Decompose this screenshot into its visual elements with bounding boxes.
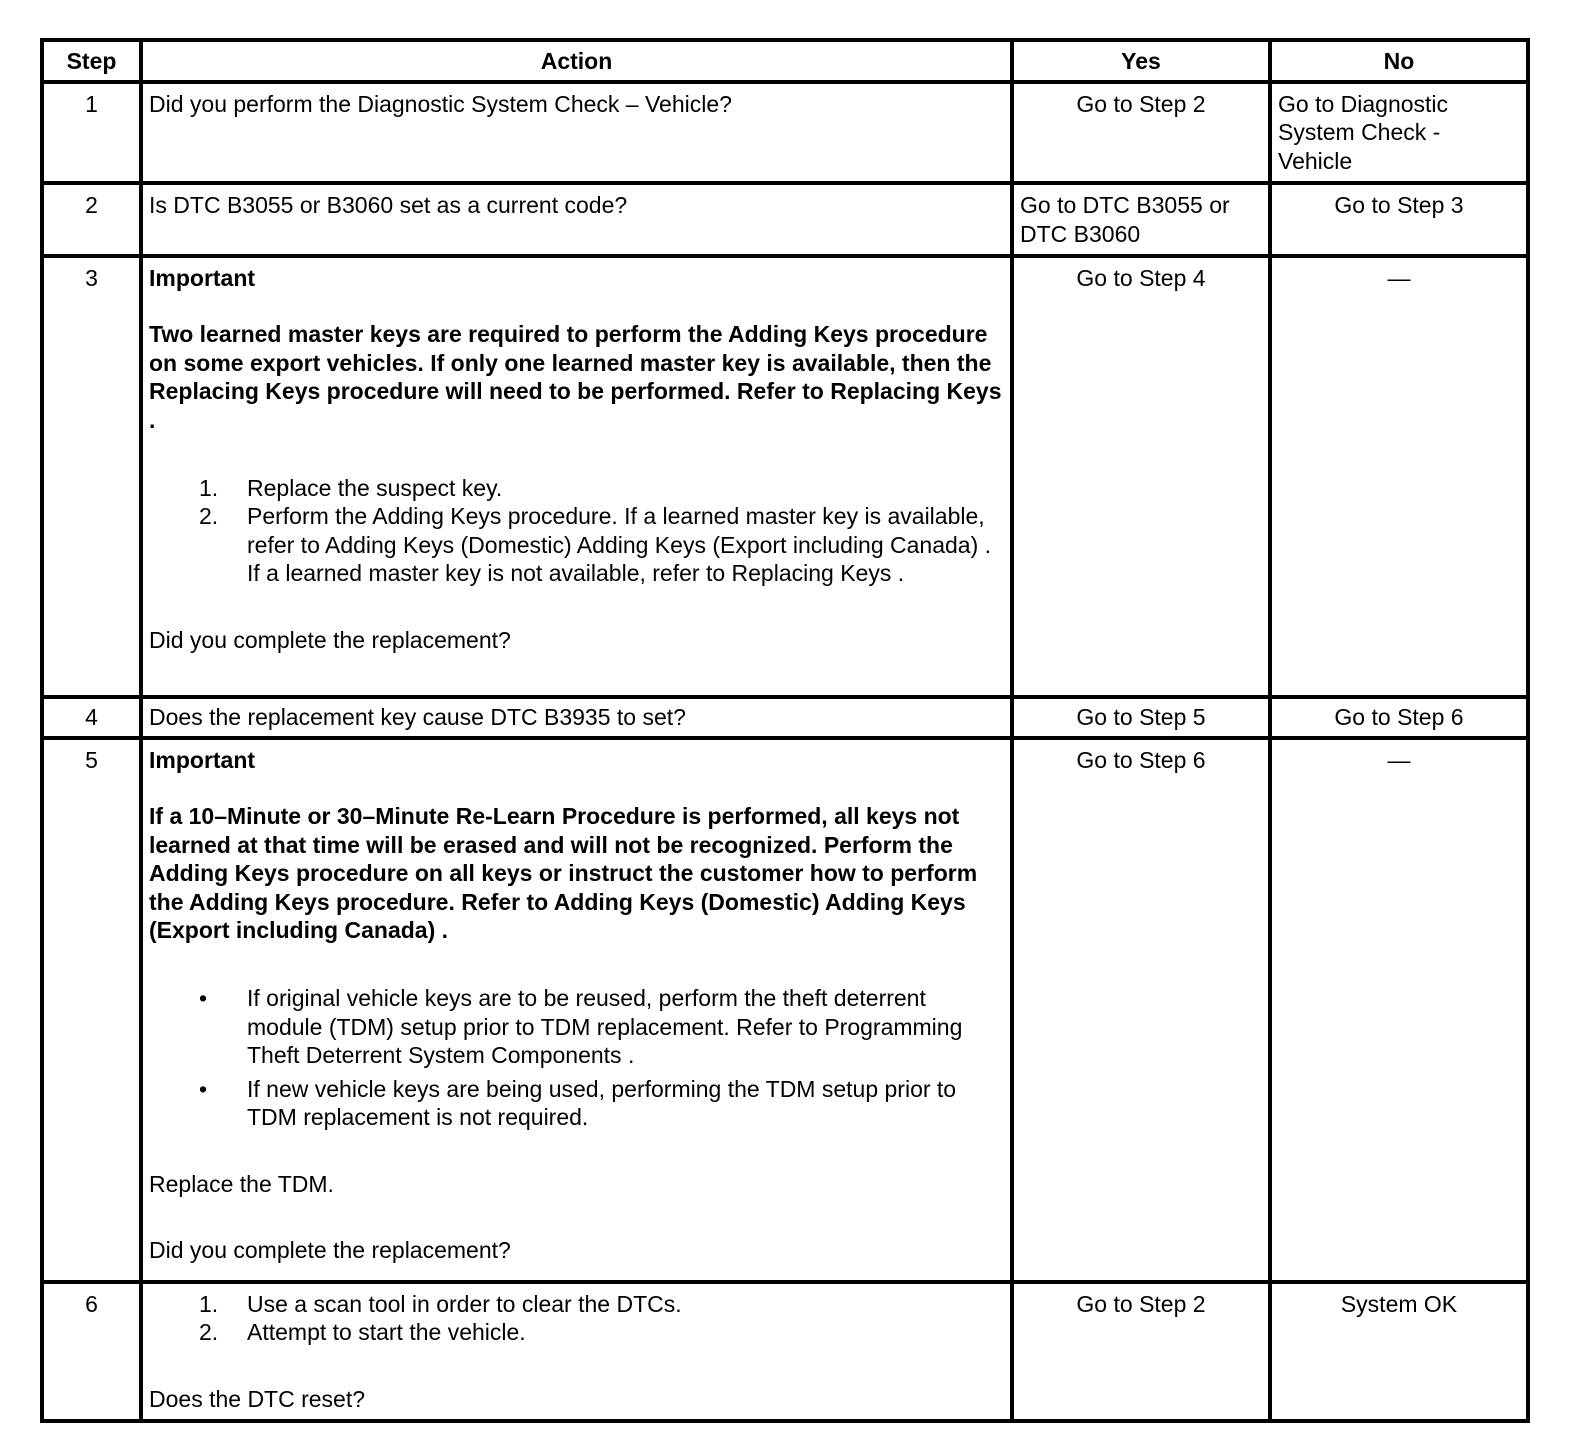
list-text: Attempt to start the vehicle. xyxy=(247,1319,526,1346)
list-text: Replace the suspect key. xyxy=(247,475,503,502)
no-outcome: — xyxy=(1270,738,1528,1282)
yes-outcome: Go to Step 2 xyxy=(1012,82,1270,183)
action-cell xyxy=(141,1282,1012,1421)
yes-outcome: Go to Step 5 xyxy=(1012,697,1270,738)
step-number: 5 xyxy=(42,738,141,1282)
step-number: 6 xyxy=(42,1282,141,1421)
list-item xyxy=(199,1075,1004,1132)
no-outcome: Go to Diagnostic System Check - Vehicle xyxy=(1270,82,1528,183)
question-text: Does the DTC reset? xyxy=(149,1385,366,1412)
yes-outcome: Go to Step 6 xyxy=(1012,738,1270,1282)
step-number: 1 xyxy=(42,82,141,183)
list-item xyxy=(199,984,1004,1069)
yes-outcome: Go to Step 2 xyxy=(1012,1282,1270,1421)
list-text: If new vehicle keys are being used, performing the TDM setup prior to TDM replacement is not required. xyxy=(247,1075,957,1131)
list-number: 1. xyxy=(199,475,219,502)
important-note: Two learned master keys are required to perform the Adding Keys procedure on some export vehicles. If only one learned master key is available, then the Replacing Keys procedure will need to be performed. Refer to Replacing Keys . xyxy=(149,321,1002,433)
no-outcome: Go to Step 3 xyxy=(1270,183,1528,256)
bullet-icon: • xyxy=(199,985,208,1012)
list-number: 2. xyxy=(199,1319,219,1346)
yes-outcome: Go to DTC B3055 or DTC B3060 xyxy=(1012,183,1270,256)
bullet-list xyxy=(149,984,1004,1131)
question-text: Did you complete the replacement? xyxy=(149,626,511,653)
step-number: 2 xyxy=(42,183,141,256)
instruction-text: Replace the TDM. xyxy=(149,1170,334,1197)
header-action: Action xyxy=(141,40,1012,82)
action-text: Did you perform the Diagnostic System Check – Vehicle? xyxy=(141,82,1012,183)
procedure-list xyxy=(149,474,1004,588)
action-text: Is DTC B3055 or B3060 set as a current code? xyxy=(141,183,1012,256)
table-row xyxy=(42,82,1528,183)
list-text: Perform the Adding Keys procedure. If a learned master key is available, refer to Adding Keys (Domestic) Adding Keys (Export including Canada) . If a learned master key is not available, refer to Replacing Keys . xyxy=(247,503,992,587)
important-label: Important xyxy=(149,265,256,292)
list-item xyxy=(199,474,1004,502)
header-no: No xyxy=(1270,40,1528,82)
no-outcome: System OK xyxy=(1270,1282,1528,1421)
action-cell xyxy=(141,256,1012,697)
list-item xyxy=(199,502,1004,587)
important-note: If a 10–Minute or 30–Minute Re-Learn Procedure is performed, all keys not learned at that time will be erased and will not be recognized. Perform the Adding Keys procedure on all keys or instruct the customer how to perform the Adding Keys procedure. Refer to Adding Keys (Domestic) Adding Keys (Export including Canada) . xyxy=(149,803,978,944)
table-row xyxy=(42,256,1528,697)
header-step: Step xyxy=(42,40,141,82)
list-item xyxy=(199,1318,1004,1346)
procedure-list xyxy=(149,1290,1004,1347)
table-row xyxy=(42,1282,1528,1421)
important-label: Important xyxy=(149,747,256,774)
action-text: Does the replacement key cause DTC B3935 to set? xyxy=(141,697,1012,738)
list-item xyxy=(199,1290,1004,1318)
action-cell xyxy=(141,738,1012,1282)
no-outcome: — xyxy=(1270,256,1528,697)
bullet-icon: • xyxy=(199,1075,208,1102)
question-text: Did you complete the replacement? xyxy=(149,1236,511,1263)
table-row xyxy=(42,738,1528,1282)
header-yes: Yes xyxy=(1012,40,1270,82)
list-number: 2. xyxy=(199,503,219,530)
table-row xyxy=(42,697,1528,738)
list-text: Use a scan tool in order to clear the DTCs. xyxy=(247,1291,682,1318)
table-row xyxy=(42,183,1528,256)
list-number: 1. xyxy=(199,1291,219,1318)
list-text: If original vehicle keys are to be reused, perform the theft deterrent module (TDM) setup prior to TDM replacement. Refer to Programming Theft Deterrent System Components . xyxy=(247,985,963,1069)
header-row xyxy=(42,40,1528,82)
no-outcome: Go to Step 6 xyxy=(1270,697,1528,738)
yes-outcome: Go to Step 4 xyxy=(1012,256,1270,697)
diagnostic-table xyxy=(40,38,1530,1423)
step-number: 3 xyxy=(42,256,141,697)
step-number: 4 xyxy=(42,697,141,738)
